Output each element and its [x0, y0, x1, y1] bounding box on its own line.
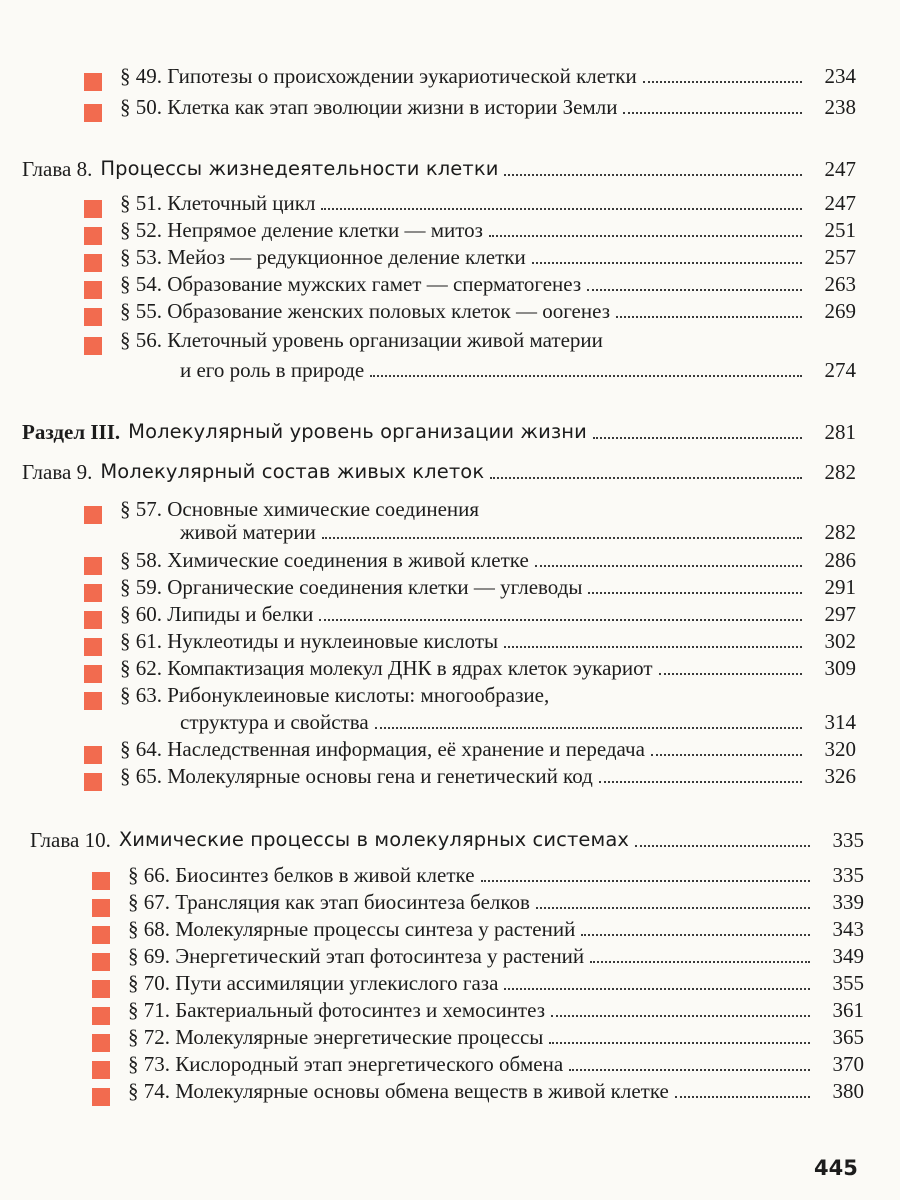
dot-leader	[549, 1042, 810, 1044]
entry-page: 343	[832, 917, 864, 941]
section-marker-icon	[92, 980, 110, 998]
entry-page: 370	[832, 1052, 864, 1076]
chapter-page: 282	[824, 460, 856, 484]
section-marker-icon	[84, 337, 102, 355]
chapter-title: Химические процессы в молекулярных системах	[118, 828, 630, 851]
section-marker-icon	[84, 692, 102, 710]
toc-entry-line1	[120, 326, 856, 352]
toc-entry	[128, 1077, 864, 1103]
section-marker-icon	[92, 926, 110, 944]
toc-entry	[120, 762, 856, 788]
dot-leader	[551, 1015, 810, 1017]
toc-entry	[120, 600, 856, 626]
entry-title: § 66. Биосинтез белков в живой клетке	[128, 863, 475, 887]
entry-title-continued: и его роль в природе	[180, 358, 365, 382]
entry-page: 257	[824, 245, 856, 269]
chapter-heading	[30, 826, 864, 852]
toc-entry	[128, 996, 864, 1022]
dot-leader	[569, 1069, 810, 1071]
section-heading	[22, 418, 856, 444]
entry-title: § 69. Энергетический этап фотосинтеза у растений	[128, 944, 585, 968]
entry-title: § 58. Химические соединения в живой клетке	[120, 548, 529, 572]
chapter-heading	[22, 155, 856, 181]
section-label: Раздел III.	[22, 420, 121, 444]
dot-leader	[489, 235, 802, 237]
chapter-page: 335	[832, 828, 864, 852]
dot-leader	[370, 375, 802, 377]
dot-leader	[616, 316, 802, 318]
dot-leader	[490, 477, 802, 479]
section-marker-icon	[84, 665, 102, 683]
dot-leader	[375, 727, 802, 729]
entry-page: 291	[824, 575, 856, 599]
section-marker-icon	[84, 73, 102, 91]
entry-page: 355	[832, 971, 864, 995]
entry-title: § 62. Компактизация молекул ДНК в ядрах клеток эукариот	[120, 656, 653, 680]
entry-page: 326	[824, 764, 856, 788]
toc-entry	[120, 297, 856, 323]
section-title: Молекулярный уровень организации жизни	[128, 420, 587, 443]
section-marker-icon	[92, 872, 110, 890]
entry-page: 380	[832, 1079, 864, 1103]
dot-leader	[322, 537, 802, 539]
toc-entry-line1	[120, 681, 856, 707]
toc-entry	[120, 627, 856, 653]
toc-entry	[120, 93, 856, 119]
entry-title: § 56. Клеточный уровень организации живой материи	[120, 328, 603, 352]
entry-title: § 72. Молекулярные энергетические процессы	[128, 1025, 544, 1049]
toc-entry-line2	[180, 518, 856, 544]
dot-leader	[593, 437, 802, 439]
entry-title: § 63. Рибонуклеиновые кислоты: многообразие,	[120, 683, 550, 707]
entry-page: 263	[824, 272, 856, 296]
entry-title: § 68. Молекулярные процессы синтеза у растений	[128, 917, 576, 941]
section-marker-icon	[92, 1007, 110, 1025]
toc-entry	[120, 735, 856, 761]
toc-entry	[128, 1023, 864, 1049]
chapter-page: 247	[824, 157, 856, 181]
entry-title: § 61. Нуклеотиды и нуклеиновые кислоты	[120, 629, 499, 653]
dot-leader	[581, 934, 810, 936]
entry-title: § 71. Бактериальный фотосинтез и хемосинтез	[128, 998, 545, 1022]
page-number: 445	[814, 1156, 858, 1180]
entry-page: 269	[824, 299, 856, 323]
toc-entry	[120, 546, 856, 572]
entry-page: 339	[832, 890, 864, 914]
toc-entry	[128, 888, 864, 914]
chapter-title: Процессы жизнедеятельности клетки	[100, 157, 499, 180]
chapter-title: Молекулярный состав живых клеток	[100, 460, 485, 483]
toc-entry	[120, 189, 856, 215]
entry-page: 365	[832, 1025, 864, 1049]
entry-title: § 55. Образование женских половых клеток — оогенез	[120, 299, 610, 323]
toc-entry	[128, 969, 864, 995]
dot-leader	[504, 174, 802, 176]
entry-page: 335	[832, 863, 864, 887]
chapter-label: Глава 10.	[30, 828, 111, 852]
dot-leader	[659, 673, 802, 675]
section-marker-icon	[92, 899, 110, 917]
entry-page: 247	[824, 191, 856, 215]
dot-leader	[319, 619, 802, 621]
section-marker-icon	[84, 557, 102, 575]
toc-entry-line2	[180, 708, 856, 734]
entry-page: 297	[824, 602, 856, 626]
toc-entry	[120, 216, 856, 242]
toc-entry	[120, 573, 856, 599]
entry-title-continued: структура и свойства	[180, 710, 369, 734]
toc-entry	[120, 243, 856, 269]
dot-leader	[675, 1096, 810, 1098]
section-marker-icon	[92, 1088, 110, 1106]
entry-page: 286	[824, 548, 856, 572]
toc-entry	[128, 915, 864, 941]
section-marker-icon	[84, 281, 102, 299]
entry-title-continued: живой материи	[180, 520, 316, 544]
dot-leader	[481, 880, 810, 882]
dot-leader	[535, 565, 802, 567]
entry-page: 309	[824, 656, 856, 680]
section-page: 281	[824, 420, 856, 444]
toc-entry	[120, 62, 856, 88]
section-marker-icon	[84, 254, 102, 272]
entry-page: 349	[832, 944, 864, 968]
entry-page: 238	[824, 95, 856, 119]
toc-entry	[128, 942, 864, 968]
section-marker-icon	[92, 953, 110, 971]
entry-title: § 65. Молекулярные основы гена и генетический код	[120, 764, 593, 788]
entry-title: § 51. Клеточный цикл	[120, 191, 316, 215]
toc-entry	[128, 861, 864, 887]
toc-entry	[120, 270, 856, 296]
entry-title: § 59. Органические соединения клетки — углеводы	[120, 575, 583, 599]
entry-title: § 53. Мейоз — редукционное деление клетки	[120, 245, 526, 269]
entry-title: § 57. Основные химические соединения	[120, 497, 480, 521]
entry-title: § 73. Кислородный этап энергетического обмена	[128, 1052, 564, 1076]
entry-title: § 70. Пути ассимиляции углекислого газа	[128, 971, 499, 995]
entry-page: 282	[824, 520, 856, 544]
dot-leader	[623, 112, 802, 114]
entry-title: § 74. Молекулярные основы обмена веществ в живой клетке	[128, 1079, 669, 1103]
section-marker-icon	[84, 308, 102, 326]
section-marker-icon	[84, 611, 102, 629]
entry-page: 314	[824, 710, 856, 734]
dot-leader	[588, 592, 802, 594]
entry-page: 302	[824, 629, 856, 653]
dot-leader	[590, 961, 810, 963]
section-marker-icon	[84, 227, 102, 245]
dot-leader	[599, 781, 802, 783]
entry-title: § 54. Образование мужских гамет — сперматогенез	[120, 272, 582, 296]
dot-leader	[504, 988, 810, 990]
dot-leader	[536, 907, 810, 909]
entry-title: § 52. Непрямое деление клетки — митоз	[120, 218, 483, 242]
section-marker-icon	[92, 1061, 110, 1079]
entry-title: § 49. Гипотезы о происхождении эукариотической клетки	[120, 64, 637, 88]
toc-entry	[128, 1050, 864, 1076]
dot-leader	[532, 262, 802, 264]
entry-page: 320	[824, 737, 856, 761]
section-marker-icon	[84, 773, 102, 791]
entry-title: § 67. Трансляция как этап биосинтеза белков	[128, 890, 530, 914]
section-marker-icon	[84, 200, 102, 218]
entry-page: 274	[824, 358, 856, 382]
chapter-heading	[22, 458, 856, 484]
section-marker-icon	[92, 1034, 110, 1052]
entry-title: § 50. Клетка как этап эволюции жизни в истории Земли	[120, 95, 618, 119]
toc-entry	[120, 654, 856, 680]
toc-entry-line2	[180, 356, 856, 382]
section-marker-icon	[84, 638, 102, 656]
entry-page: 234	[824, 64, 856, 88]
section-marker-icon	[84, 746, 102, 764]
entry-page: 361	[832, 998, 864, 1022]
section-marker-icon	[84, 506, 102, 524]
dot-leader	[635, 845, 810, 847]
chapter-label: Глава 8.	[22, 157, 93, 181]
entry-title: § 64. Наследственная информация, её хранение и передача	[120, 737, 645, 761]
chapter-label: Глава 9.	[22, 460, 93, 484]
entry-title: § 60. Липиды и белки	[120, 602, 314, 626]
section-marker-icon	[84, 104, 102, 122]
dot-leader	[504, 646, 802, 648]
dot-leader	[587, 289, 802, 291]
entry-page: 251	[824, 218, 856, 242]
dot-leader	[643, 81, 802, 83]
section-marker-icon	[84, 584, 102, 602]
dot-leader	[321, 208, 802, 210]
dot-leader	[651, 754, 802, 756]
